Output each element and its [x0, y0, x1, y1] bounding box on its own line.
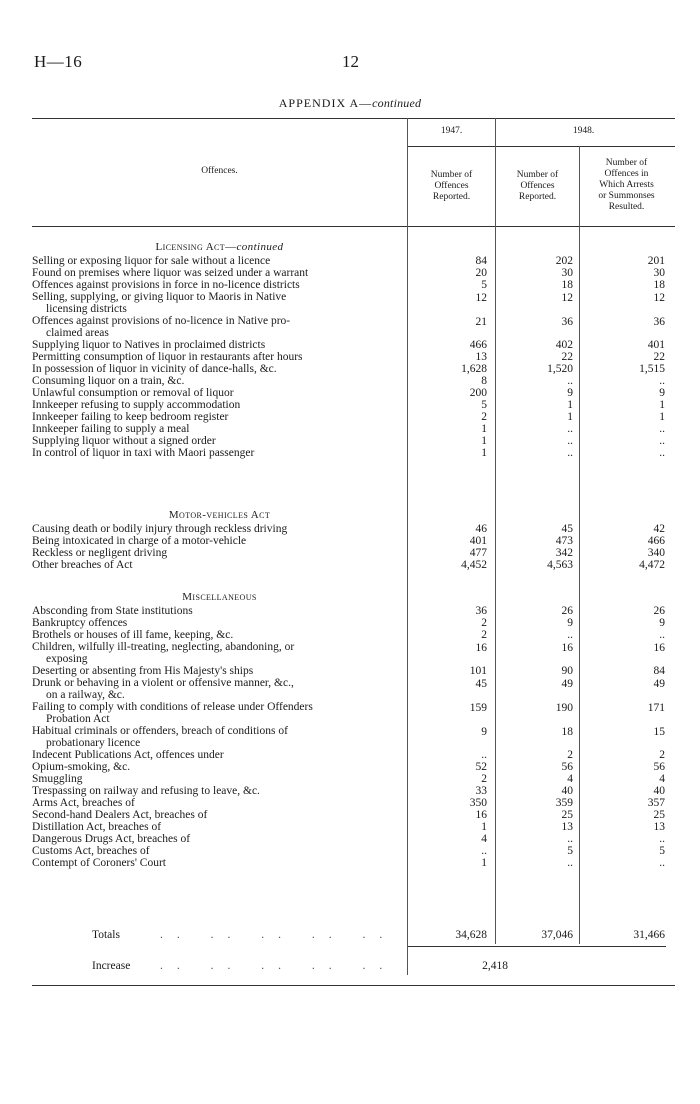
value-1948-reported: 90 [561, 665, 573, 677]
offence-label: Drunk or behaving in a violent or offensive manner, &c., [32, 677, 294, 689]
value-1947-reported: 2 [481, 411, 487, 423]
value-1947-reported: 1 [481, 821, 487, 833]
col-1948-arrests-header: Number of Offences in Which Arrests or Summonses Resulted. [598, 158, 655, 212]
table-row [32, 845, 400, 857]
offence-label: Other breaches of Act [32, 559, 133, 571]
section-title [32, 509, 407, 521]
value-1948-arrests: 26 [653, 605, 665, 617]
value-1948-arrests: .. [659, 423, 665, 435]
value-1948-arrests: 4 [659, 773, 665, 785]
value-1947-reported: 401 [469, 535, 487, 547]
value-1948-reported: .. [567, 435, 573, 447]
value-1948-arrests: .. [659, 435, 665, 447]
value-1948-arrests: 171 [647, 702, 665, 714]
value-1947-reported: 2 [481, 629, 487, 641]
value-1948-arrests: .. [659, 857, 665, 869]
table-row [32, 255, 400, 267]
table-row [32, 785, 400, 797]
section-title [32, 241, 407, 253]
value-1948-arrests: 49 [653, 678, 665, 690]
value-1948-arrests: 201 [647, 255, 665, 267]
value-1948-reported: 36 [561, 316, 573, 328]
table-row [32, 547, 400, 559]
totals-label: Totals [92, 929, 120, 941]
value-1947-reported: 101 [469, 665, 487, 677]
offence-label: Selling or exposing liquor for sale without a licence [32, 255, 271, 267]
value-1948-reported: 402 [555, 339, 573, 351]
value-1948-arrests: 5 [659, 845, 665, 857]
table-row [32, 559, 400, 571]
table-row [32, 629, 400, 641]
offence-label: Deserting or absenting from His Majesty's ships [32, 665, 254, 677]
section-title-text: Motor-vehicles Act [168, 509, 271, 521]
increase-value: 2,418 [482, 960, 508, 972]
value-1948-reported: .. [567, 447, 573, 459]
value-1947-reported: 16 [475, 642, 487, 654]
value-1948-arrests: 16 [653, 642, 665, 654]
offence-label: Being intoxicated in charge of a motor-vehicle [32, 535, 247, 547]
offence-label: In possession of liquor in vicinity of dance-halls, &c. [32, 363, 277, 375]
value-1947-reported: .. [481, 749, 487, 761]
value-1948-arrests: 42 [653, 523, 665, 535]
value-1947-reported: 2 [481, 617, 487, 629]
offence-label: Trespassing on railway and refusing to leave, &c. [32, 785, 260, 797]
value-1947-reported: 1 [481, 447, 487, 459]
value-1948-reported: 5 [567, 845, 573, 857]
value-1948-arrests: .. [659, 629, 665, 641]
value-1948-arrests: 401 [647, 339, 665, 351]
table-row [32, 641, 400, 665]
value-1948-reported: 22 [561, 351, 573, 363]
value-1948-reported: 473 [555, 535, 573, 547]
offence-label: Reckless or negligent driving [32, 547, 168, 559]
value-1947-reported: 2 [481, 773, 487, 785]
value-1948-reported: 342 [555, 547, 573, 559]
appendix-title-suffix: continued [372, 96, 422, 110]
table-row [32, 809, 400, 821]
value-1948-reported: 49 [561, 678, 573, 690]
table-row [32, 447, 400, 459]
offence-label: Habitual criminals or offenders, breach of conditions of [32, 725, 288, 737]
offences-column-header: Offences. [201, 166, 238, 176]
offence-label-continuation: licensing districts [46, 303, 127, 315]
value-1948-reported: 30 [561, 267, 573, 279]
totals-1948-reported: 37,046 [541, 929, 573, 941]
value-1948-arrests: .. [659, 833, 665, 845]
offence-label: Distillation Act, breaches of [32, 821, 162, 833]
table-row [32, 833, 400, 845]
table-bottom-rule [32, 985, 675, 986]
offence-label-continuation: on a railway, &c. [46, 689, 125, 701]
section-title-suffix: continued [236, 241, 284, 253]
value-1948-arrests: 9 [659, 387, 665, 399]
value-1947-reported: 33 [475, 785, 487, 797]
value-1948-arrests: 56 [653, 761, 665, 773]
value-1947-reported: 1,628 [461, 363, 487, 375]
value-1947-reported: 1 [481, 435, 487, 447]
offence-label: Brothels or houses of ill fame, keeping, &c. [32, 629, 234, 641]
appendix-title-text: APPENDIX A— [278, 96, 373, 110]
value-1948-reported: .. [567, 375, 573, 387]
offence-label: Children, wilfully ill-treating, neglecting, abandoning, or [32, 641, 295, 653]
value-1948-reported: .. [567, 423, 573, 435]
value-1948-reported: 40 [561, 785, 573, 797]
section-title-text: Licensing Act— [155, 241, 237, 253]
totals-1948-arrests: 31,466 [633, 929, 665, 941]
value-1947-reported: 52 [475, 761, 487, 773]
table-row [32, 399, 400, 411]
value-1948-reported: 1,520 [547, 363, 573, 375]
totals-1947: 34,628 [455, 929, 487, 941]
value-1948-reported: 190 [555, 702, 573, 714]
table-row [32, 363, 400, 375]
totals-rule [408, 946, 666, 947]
offence-label: Innkeeper refusing to supply accommodation [32, 399, 241, 411]
value-1948-reported: 359 [555, 797, 573, 809]
value-1948-reported: 2 [567, 749, 573, 761]
value-1948-reported: 4,563 [547, 559, 573, 571]
table-row [32, 351, 400, 363]
value-1948-arrests: .. [659, 375, 665, 387]
value-1948-reported: .. [567, 833, 573, 845]
table-row [32, 435, 400, 447]
offence-label: Indecent Publications Act, offences under [32, 749, 224, 761]
value-1947-reported: 84 [475, 255, 487, 267]
value-1947-reported: 1 [481, 423, 487, 435]
value-1948-arrests: 1 [659, 411, 665, 423]
value-1948-arrests: 25 [653, 809, 665, 821]
value-1948-reported: .. [567, 857, 573, 869]
section-title [32, 591, 407, 603]
value-1948-arrests: 357 [647, 797, 665, 809]
value-1948-arrests: 1,515 [639, 363, 665, 375]
table-row [32, 749, 400, 761]
value-1948-reported: 16 [561, 642, 573, 654]
offence-label: Opium-smoking, &c. [32, 761, 131, 773]
value-1948-arrests: 12 [653, 292, 665, 304]
page-number: 12 [342, 52, 359, 71]
value-1948-reported: 25 [561, 809, 573, 821]
offence-label: Innkeeper failing to supply a meal [32, 423, 190, 435]
value-1948-reported: 1 [567, 399, 573, 411]
value-1948-arrests: 22 [653, 351, 665, 363]
section-title-text: Miscellaneous [182, 591, 257, 603]
offence-label: Innkeeper failing to keep bedroom register [32, 411, 229, 423]
table-row [32, 701, 400, 725]
value-1948-reported: 26 [561, 605, 573, 617]
table-row [32, 315, 400, 339]
value-1948-reported: 4 [567, 773, 573, 785]
offence-label: Causing death or bodily injury through reckless driving [32, 523, 288, 535]
offence-label: Arms Act, breaches of [32, 797, 135, 809]
offence-label: Permitting consumption of liquor in restaurants after hours [32, 351, 303, 363]
value-1947-reported: 8 [481, 375, 487, 387]
value-1947-reported: .. [481, 845, 487, 857]
value-1947-reported: 13 [475, 351, 487, 363]
value-1947-reported: 45 [475, 678, 487, 690]
value-1947-reported: 16 [475, 809, 487, 821]
table-row [32, 291, 400, 315]
value-1948-reported: 12 [561, 292, 573, 304]
table-row [32, 665, 400, 677]
value-1947-reported: 21 [475, 316, 487, 328]
table-row [32, 605, 400, 617]
table-row [32, 267, 400, 279]
value-1948-arrests: 466 [647, 535, 665, 547]
offence-label: Absconding from State institutions [32, 605, 193, 617]
table-row [32, 761, 400, 773]
value-1947-reported: 1 [481, 857, 487, 869]
offence-label: Bankruptcy offences [32, 617, 128, 629]
document-reference: H—16 [34, 52, 83, 71]
table-row [32, 773, 400, 785]
offence-label: Customs Act, breaches of [32, 845, 150, 857]
value-1947-reported: 20 [475, 267, 487, 279]
increase-leader: .. .. .. .. .. [160, 960, 397, 972]
table-row [32, 523, 400, 535]
offence-label: Consuming liquor on a train, &c. [32, 375, 185, 387]
value-1947-reported: 5 [481, 399, 487, 411]
value-1947-reported: 4,452 [461, 559, 487, 571]
offence-label-continuation: claimed areas [46, 327, 109, 339]
value-1948-arrests: 15 [653, 726, 665, 738]
offence-label: Found on premises where liquor was seized under a warrant [32, 267, 309, 279]
value-1948-arrests: 84 [653, 665, 665, 677]
value-1948-arrests: .. [659, 447, 665, 459]
table-row [32, 617, 400, 629]
value-1947-reported: 36 [475, 605, 487, 617]
value-1947-reported: 159 [469, 702, 487, 714]
offence-label: In control of liquor in taxi with Maori passenger [32, 447, 255, 459]
value-1948-reported: 18 [561, 726, 573, 738]
offence-label: Smuggling [32, 773, 83, 785]
year-1947-header: 1947. [440, 126, 463, 136]
offence-label: Selling, supplying, or giving liquor to Maoris in Native [32, 291, 287, 303]
value-1948-arrests: 1 [659, 399, 665, 411]
table-row [32, 423, 400, 435]
table-top-rule [32, 118, 675, 119]
value-1948-arrests: 36 [653, 316, 665, 328]
col-1947-reported-header: Number of Offences Reported. [430, 170, 473, 202]
value-1948-arrests: 13 [653, 821, 665, 833]
value-1948-arrests: 30 [653, 267, 665, 279]
table-row [32, 797, 400, 809]
year-underline [408, 146, 675, 147]
value-1947-reported: 466 [469, 339, 487, 351]
table-row [32, 375, 400, 387]
table-row [32, 387, 400, 399]
offence-label: Supplying liquor without a signed order [32, 435, 216, 447]
value-1947-reported: 200 [469, 387, 487, 399]
appendix-title [0, 96, 700, 111]
table-row [32, 725, 400, 749]
offence-label: Unlawful consumption or removal of liquor [32, 387, 234, 399]
offence-label-continuation: probationary licence [46, 737, 141, 749]
value-1948-arrests: 9 [659, 617, 665, 629]
value-1948-arrests: 2 [659, 749, 665, 761]
value-1948-reported: 1 [567, 411, 573, 423]
offence-label: Offences against provisions in force in no-licence districts [32, 279, 300, 291]
value-1947-reported: 5 [481, 279, 487, 291]
value-1948-arrests: 4,472 [639, 559, 665, 571]
value-1948-arrests: 18 [653, 279, 665, 291]
table-row [32, 821, 400, 833]
value-1948-reported: 202 [555, 255, 573, 267]
offence-label: Failing to comply with conditions of release under Offenders [32, 701, 313, 713]
offence-label: Dangerous Drugs Act, breaches of [32, 833, 191, 845]
value-1948-reported: 18 [561, 279, 573, 291]
offence-label: Offences against provisions of no-licence in Native pro- [32, 315, 291, 327]
value-1947-reported: 12 [475, 292, 487, 304]
value-1947-reported: 477 [469, 547, 487, 559]
offence-label-continuation: Probation Act [46, 713, 110, 725]
value-1948-reported: 9 [567, 617, 573, 629]
value-1948-reported: 56 [561, 761, 573, 773]
table-row [32, 339, 400, 351]
value-1947-reported: 4 [481, 833, 487, 845]
table-row [32, 677, 400, 701]
value-1948-reported: 45 [561, 523, 573, 535]
value-1947-reported: 350 [469, 797, 487, 809]
table-row [32, 411, 400, 423]
value-1948-reported: 9 [567, 387, 573, 399]
table-row [32, 279, 400, 291]
offence-label-continuation: exposing [46, 653, 88, 665]
increase-label: Increase [92, 960, 131, 972]
offence-label: Supplying liquor to Natives in proclaimed districts [32, 339, 266, 351]
value-1947-reported: 9 [481, 726, 487, 738]
offence-label: Contempt of Coroners' Court [32, 857, 166, 869]
col-1948-reported-header: Number of Offences Reported. [516, 170, 559, 202]
value-1948-reported: 13 [561, 821, 573, 833]
value-1948-reported: .. [567, 629, 573, 641]
totals-leader: .. .. .. .. .. [160, 929, 397, 941]
value-1948-arrests: 40 [653, 785, 665, 797]
value-1947-reported: 46 [475, 523, 487, 535]
year-1948-header: 1948. [572, 126, 595, 136]
table-row [32, 535, 400, 547]
offence-label: Second-hand Dealers Act, breaches of [32, 809, 208, 821]
value-1948-arrests: 340 [647, 547, 665, 559]
table-row [32, 857, 400, 869]
